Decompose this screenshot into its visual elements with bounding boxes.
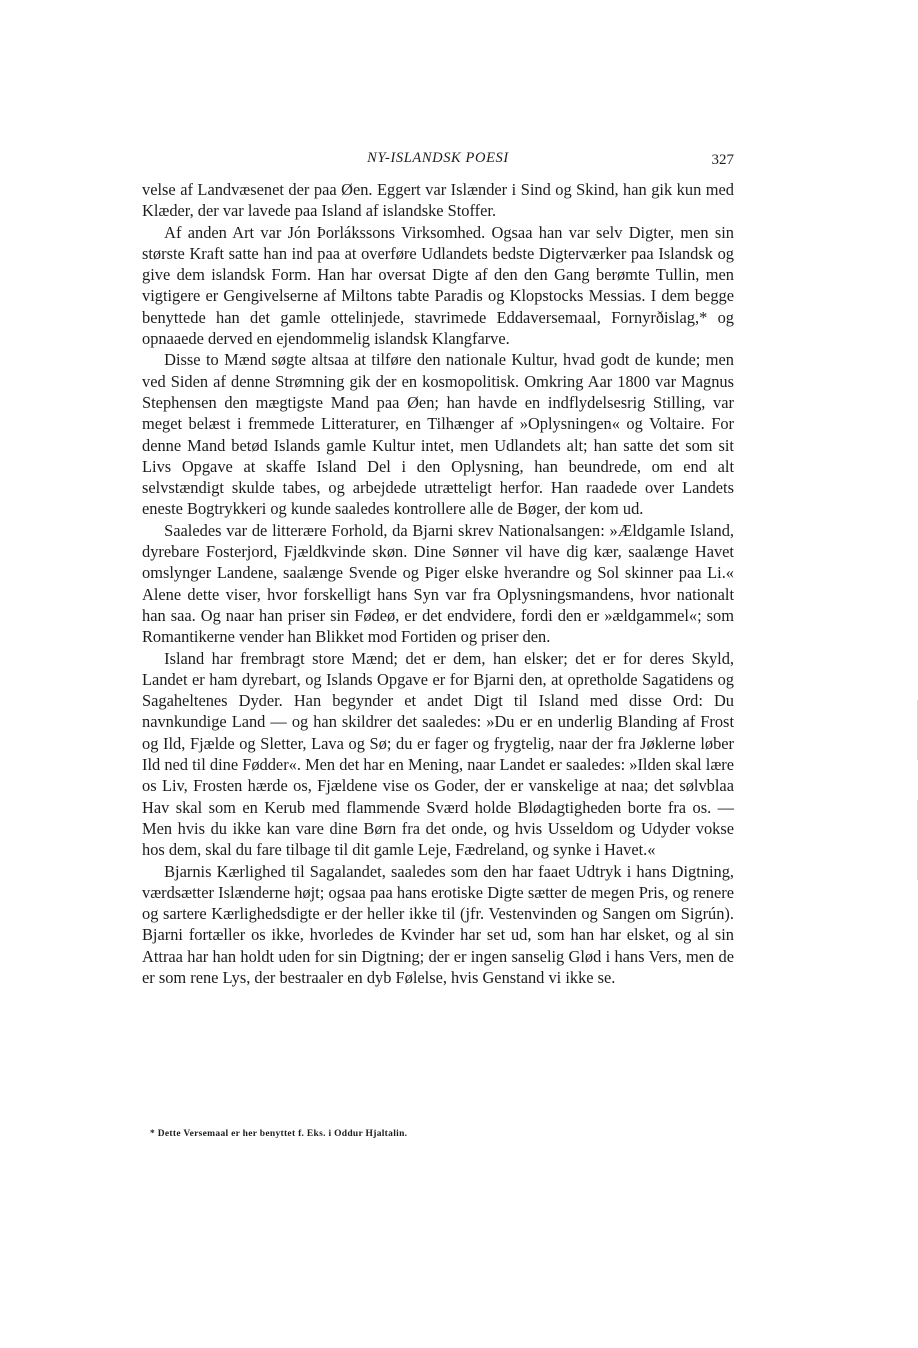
paragraph-1: velse af Landvæsenet der paa Øen. Eggert var Islænder i Sind og Skind, han gik kun med Klæder, der var lavede paa Island af islandske Stoffer. — [142, 180, 734, 221]
paragraph-5: Island har frembragt store Mænd; det er dem, han elsker; det er for deres Skyld, Landet er ham dyrebart, og Islands Opgave er for Bjarni den, at opretholde Sagatidens og Sagaheltenes Dyder. Han begynder et andet Digt til Island med disse Ord: Du navnkundige Land — og han skildrer det saaledes: »Du er en underlig Blanding af Frost og Ild, Fjælde og Sletter, Lava og Sø; du er fager og frygtelig, naar der fra Jøklerne løber Ild ned til dine Fødder«. Men det har en Mening, naar Landet er saaledes: »Ilden skal lære os Liv, Frosten hærde os, Fjældene vise os Goder, der er vanskelige at naa; det sølvblaa Hav skal som en Kerub med flammende Sværd holde Blødagtigheden borte fra os. — Men hvis du ikke kan vare dine Børn fra det onde, og hvis Usseldom og Udyder vokse hos dem, skal du fare tilbage til dit gamle Leje, Fædreland, og synke i Havet.« — [142, 648, 734, 860]
paragraph-6: Bjarnis Kærlighed til Sagalandet, saaledes som den har faaet Udtryk i hans Digtning, værdsætter Islænderne højt; ogsaa paa hans erotiske Digte sætter de megen Pris, og renere og sartere Kærlighedsdigte er der heller ikke til (jfr. Vestenvinden og Sangen om Sigrún). Bjarni fortæller os ikke, hvorledes de Kvinder har set ud, som han har elsket, og al sin Attraa har han holdt uden for sin Digtning; der er ingen sanselig Glød i hans Vers, men de er som rene Lys, der bestraaler en dyb Følelse, hvis Genstand vi ikke se. — [142, 861, 734, 987]
page-number: 327 — [711, 152, 734, 168]
paragraph-3: Disse to Mænd søgte altsaa at tilføre den nationale Kultur, hvad godt de kunde; men ved Siden af denne Strømning gik der en kosmopolitisk. Omkring Aar 1800 var Magnus Stephensen den mægtigste Mand paa Øen; han havde en indflydelsesrig Stilling, var meget belæst i fremmede Litteraturer, en Tilhænger af »Oplysningen« og Voltaire. For denne Mand betød Islands gamle Kultur intet, men Udlandets alt; han satte det som sit Livs Opgave at skaffe Island Del i den Oplysning, han beundrede, om end alt selvstændigt skulde tabes, og arbejdede utrætteligt herfor. Han raadede over Landets eneste Bogtrykkeri og kunde saaledes kontrollere alle de Bøger, der kom ud. — [142, 350, 734, 519]
paragraph-4: Saaledes var de litterære Forhold, da Bjarni skrev Nationalsangen: »Ældgamle Island, dyrebare Fosterjord, Fjældkvinde skøn. Dine Sønner vil have dig kær, saalænge Havet omslynger Landene, saalænge Svende og Piger elske hverandre og Sol skinner paa Li.« Alene dette viser, hvor forskelligt hans Syn var fra Oplysningsmandens, hvor nationalt han saa. Og naar han priser sin Fødeø, er det endvidere, fordi den er »ældgammel«; som Romantikerne vender han Blikket mod Fortiden og priser den. — [142, 520, 734, 647]
paragraph-2: Af anden Art var Jón Þorlákssons Virksomhed. Ogsaa han var selv Digter, men sin største Kraft satte han ind paa at overføre Udlandets bedste Digterværker paa Islandsk og give dem islandsk Form. Han har oversat Digte af den den Gang berømte Tullin, men vigtigere er Gengivelserne af Miltons tabte Paradis og Klopstocks Messias. I dem begge benyttede han det gamle ottelinjede, stavrimede Eddaversemaal, Fornyrðislag,* og opnaaede derved en ejendommelig islandsk Klangfarve. — [142, 222, 734, 349]
running-head — [142, 150, 734, 172]
body-text — [142, 179, 734, 988]
footnote: * Dette Versemaal er her benyttet f. Eks. i Oddur Hjaltalin. — [150, 1129, 408, 1139]
running-title: NY-ISLANDSK POESI — [367, 150, 509, 166]
